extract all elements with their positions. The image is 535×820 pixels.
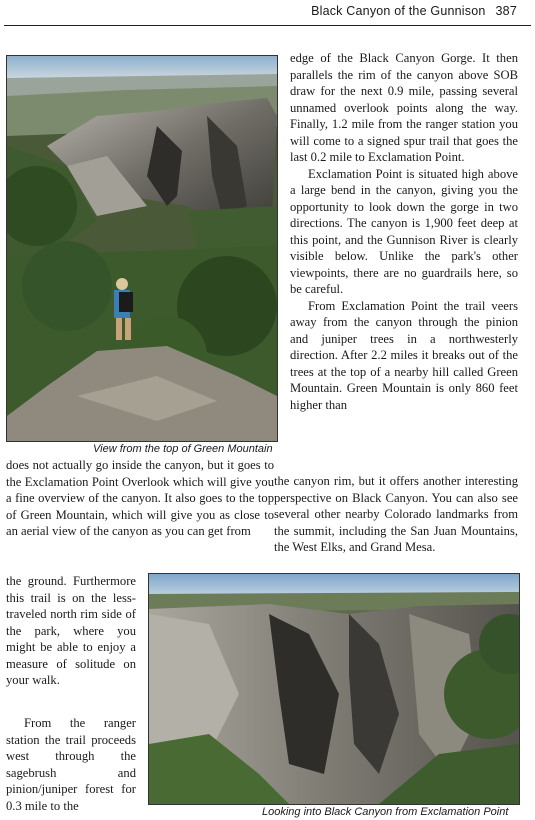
paragraph-green-mountain-cont: the canyon rim, but it offers another interesting perspective on Black Canyon. You can also see several other nearby Colorado landmarks from the summit, including the San Juan Mountains, the West Elks, and Grand Mesa. — [274, 474, 518, 554]
paragraph-ranger-station: From the ranger station the trail proceeds west through the sagebrush and pinion/juniper forest for 0.3 mile to the — [6, 716, 136, 813]
photo-green-mountain-view — [6, 55, 278, 442]
header-rule — [4, 25, 531, 26]
photo-exclamation-point-image — [149, 574, 519, 804]
page-number: 387 — [495, 4, 517, 18]
paragraph-green-mountain: From Exclamation Point the trail veers away from the canyon through the pinion and juniper trees in a northwesterly direction. After 2.2 miles it breaks out of the trees at the top of a nearby hill called Green Mountain. Green Mountain is only 860 feet higher than — [290, 298, 518, 412]
left-column-narrow-lower — [6, 715, 136, 814]
photo-exclamation-point-view — [148, 573, 520, 805]
right-column-upper — [290, 50, 518, 413]
photo-green-mountain-image — [7, 56, 277, 441]
running-header — [311, 4, 517, 18]
paragraph-trail-route: edge of the Black Canyon Gorge. It then parallels the rim of the canyon above SOB draw for the next 0.9 mile, passing several unnamed overlook points along the way. Finally, 1.2 mile from the ranger station you will come to a signed spur trail that goes the last 0.2 mile to Exclamation Point. — [290, 51, 518, 164]
paragraph-overview-cont: the ground. Furthermore this trail is on the less-traveled north rim side of the park, where you might be able to enjoy a measure of solitude on your walk. — [6, 574, 136, 687]
right-column-lower — [274, 473, 518, 556]
photo-bottom-caption: Looking into Black Canyon from Exclamation Point — [262, 806, 509, 818]
paragraph-overview: does not actually go inside the canyon, but it goes to the Exclamation Point Overlook which will give you a fine overview of the canyon. It also goes to the top of Green Mountain, which will give you as close to an aerial view of the canyon as you can get from — [6, 458, 274, 538]
left-column-narrow-upper — [6, 573, 136, 689]
paragraph-exclamation-point: Exclamation Point is situated high above a large bend in the canyon, giving you the opportunity to look down the gorge in two directions. The canyon is 1,900 feet deep at this point, and the Gunnison River is clearly visible below. Unlike the park's other viewpoints, there are no guardrails here, so be careful. — [290, 166, 518, 296]
left-column-overview — [6, 457, 274, 540]
photo-top-caption: View from the top of Green Mountain — [93, 443, 273, 455]
header-title: Black Canyon of the Gunnison — [311, 4, 486, 18]
